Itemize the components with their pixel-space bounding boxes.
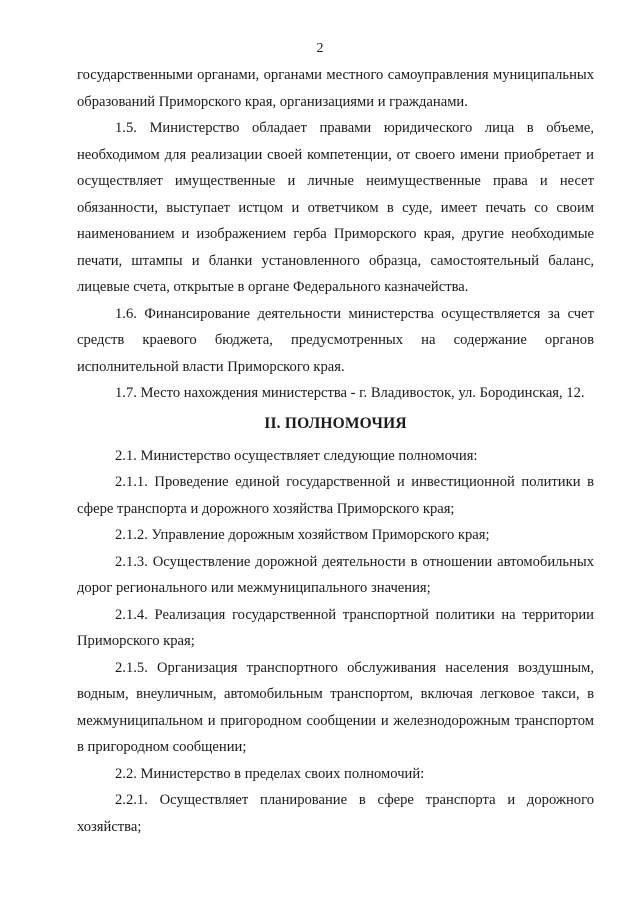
paragraph-1-7: 1.7. Место нахождения министерства - г. Владивосток, ул. Бородинская, 12.	[115, 385, 585, 401]
paragraph-2-2: 2.2. Министерство в пределах своих полномочий:	[115, 765, 425, 782]
paragraph-2-1-5: 2.1.5. Организация транспортного обслуживания населения воздушным, водным, внеуличным, автомобильным транспортом, включая легковое такси, в межмуниципальном и пригородном сообщении и железнодорожным транспортом в пригородном сообщении;	[77, 659, 594, 755]
document-body	[77, 62, 594, 840]
paragraph-2-2-1: 2.2.1. Осуществляет планирование в сфере транспорта и дорожного хозяйства;	[77, 792, 594, 835]
paragraph-2-1: 2.1. Министерство осуществляет следующие полномочия:	[115, 447, 478, 464]
paragraph-2-1-4: 2.1.4. Реализация государственной транспортной политики на территории Приморского края;	[77, 606, 594, 649]
paragraph-2-1-2: 2.1.2. Управление дорожным хозяйством Приморского края;	[115, 527, 490, 543]
paragraph-1-6: 1.6. Финансирование деятельности министерства осуществляется за счет средств краевого бюджета, предусмотренных на содержание органов исполнительной власти Приморского края.	[77, 305, 594, 375]
page-number: 2	[316, 41, 324, 56]
paragraph-2-1-1: 2.1.1. Проведение единой государственной и инвестиционной политики в сфере транспорта и дорожного хозяйства Приморского края;	[77, 474, 594, 517]
paragraph-2-1-3: 2.1.3. Осуществление дорожной деятельности в отношении автомобильных дорог регионального или межмуниципального значения;	[77, 553, 594, 596]
paragraph-continuation: государственными органами, органами местного самоуправления муниципальных образований Приморского края, организациями и гражданами.	[77, 67, 594, 110]
section-heading: II. ПОЛНОМОЧИЯ	[264, 414, 407, 432]
paragraph-1-5: 1.5. Министерство обладает правами юридического лица в объеме, необходимом для реализации своей компетенции, от своего имени приобретает и осуществляет имущественные и личные неимущественные права и несет обязанности, выступает истцом и ответчиком в суде, имеет печать со своим наименованием и изображением герба Приморского края, другие необходимые печати, штампы и бланки установленного образца, самостоятельный баланс, лицевые счета, открытые в органе Федерального казначейства.	[77, 120, 594, 295]
